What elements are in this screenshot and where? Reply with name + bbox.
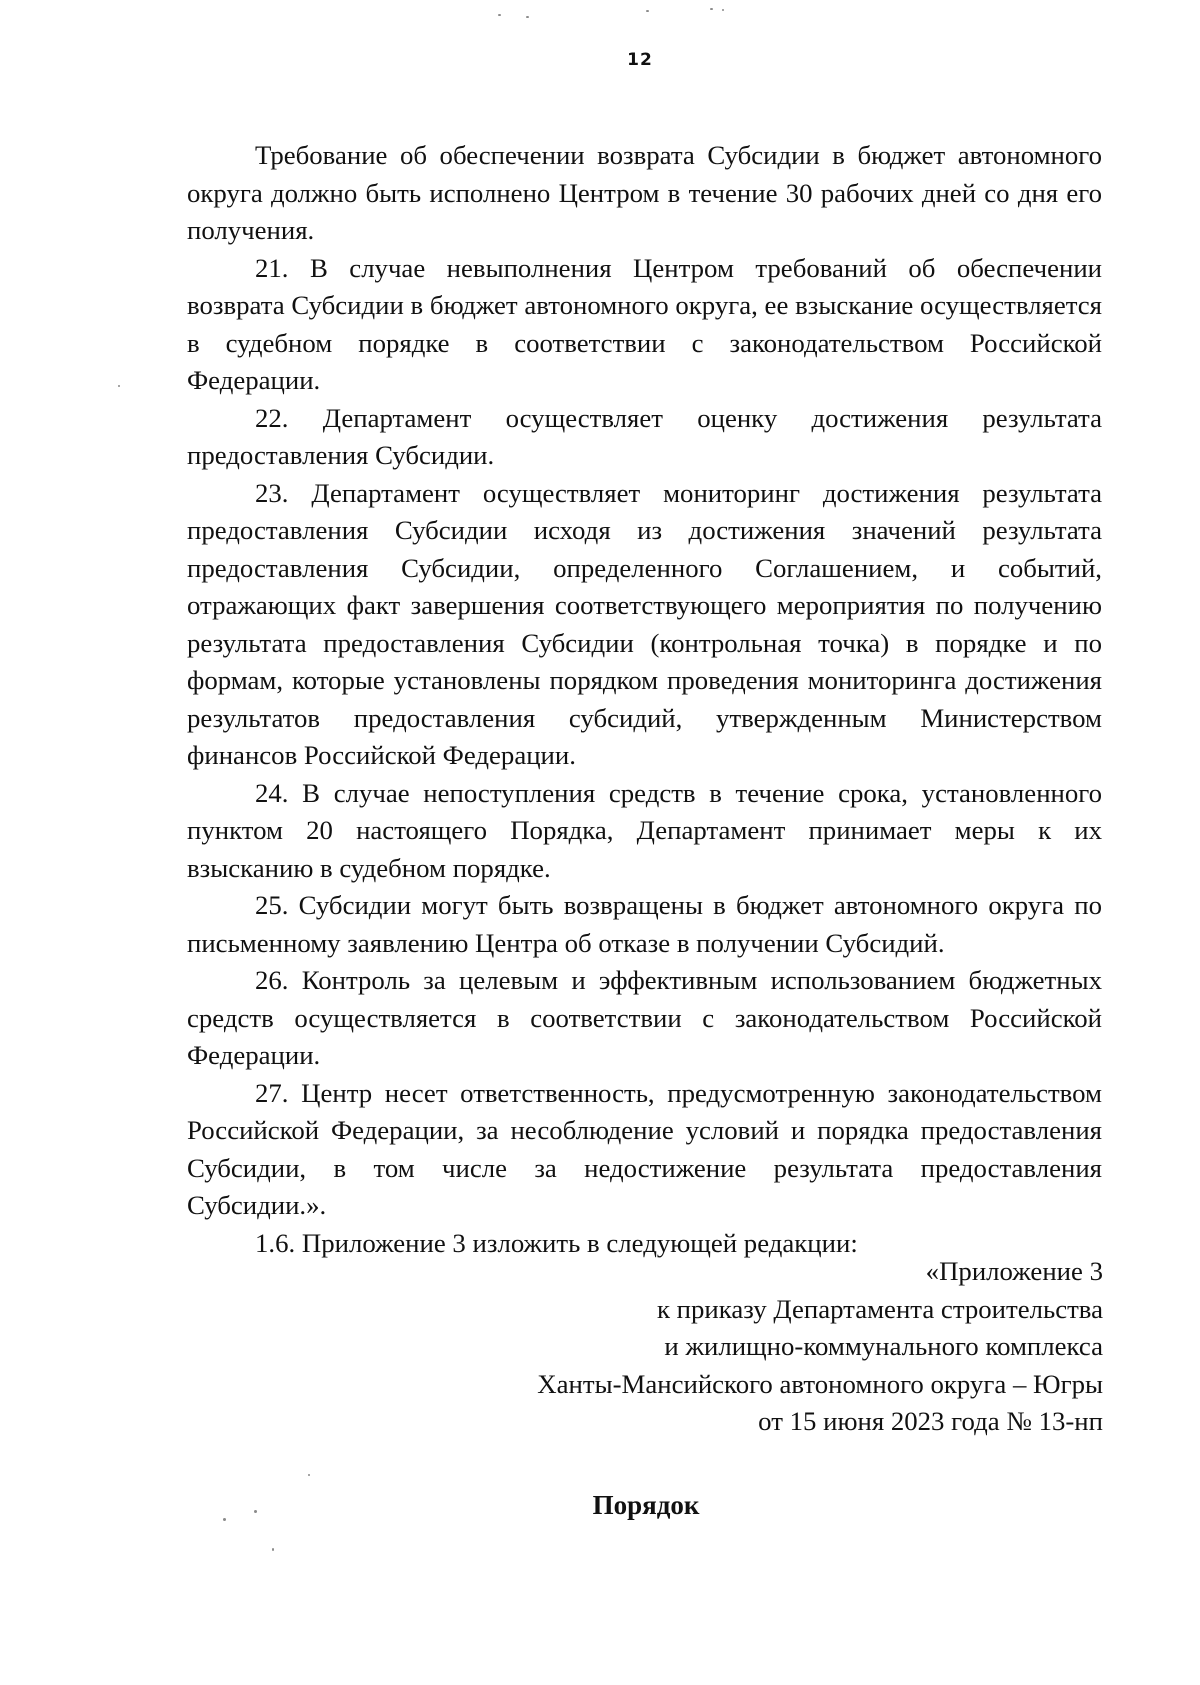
- scan-speck: [308, 1474, 310, 1476]
- appendix-header-line: «Приложение 3: [925, 1256, 1103, 1286]
- appendix-header-line: к приказу Департамента строительства: [656, 1293, 1103, 1324]
- paragraph: 21. В случае невыполнения Центром требований об обеспечении возврата Субсидии в бюджет автономного округа, ее взыскание осуществляется в судебном порядке в соответствии с законодательством Российской Федерации.: [187, 252, 1102, 395]
- paragraph: 24. В случае непоступления средств в течение срока, установленного пунктом 20 настоящего Порядка, Департамент принимает меры к их взысканию в судебном порядке.: [187, 777, 1102, 883]
- paragraph: 27. Центр несет ответственность, предусмотренную законодательством Российской Федерации, за несоблюдение условий и порядка предоставления Субсидии, в том числе за недостижение результата предоставления Субсидии.».: [187, 1077, 1102, 1220]
- paragraph: 1.6. Приложение 3 изложить в следующей редакции:: [255, 1227, 858, 1258]
- section-heading: Порядок: [592, 1490, 700, 1520]
- scan-speck: [646, 10, 649, 12]
- scan-speck: [272, 1548, 274, 1551]
- scan-speck: [498, 14, 501, 16]
- scan-speck: [118, 385, 120, 387]
- paragraph: 26. Контроль за целевым и эффективным использованием бюджетных средств осуществляется в соответствии с законодательством Российской Федерации.: [187, 965, 1102, 1070]
- body-text: [187, 137, 1102, 1262]
- appendix-header: [537, 1253, 1103, 1441]
- appendix-header-line: и жилищно-коммунального комплекса: [664, 1331, 1103, 1361]
- scan-speck: [710, 8, 713, 10]
- appendix-header-line: от 15 июня 2023 года № 13-нп: [758, 1406, 1103, 1436]
- page-number: 12: [627, 50, 653, 70]
- scan-speck: [722, 9, 724, 11]
- paragraph: 22. Департамент осуществляет оценку достижения результата предоставления Субсидии.: [187, 402, 1102, 470]
- paragraph: 25. Субсидии могут быть возвращены в бюджет автономного округа по письменному заявлению Центра об отказе в получении Субсидий.: [187, 890, 1102, 958]
- paragraph: 23. Департамент осуществляет мониторинг достижения результата предоставления Субсидии исходя из достижения значений результата предоставления Субсидии, определенного Соглашением, и событий, отражающих факт завершения соответствующего мероприятия по получению результата предоставления Субсидии (контрольная точка) в порядке и по формам, которые установлены порядком проведения мониторинга достижения результатов предоставления субсидий, утвержденным Министерством финансов Российской Федерации.: [187, 477, 1102, 770]
- scan-speck: [526, 16, 529, 18]
- paragraph: Требование об обеспечении возврата Субсидии в бюджет автономного округа должно быть исполнено Центром в течение 30 рабочих дней со дня его получения.: [187, 140, 1102, 245]
- appendix-header-line: Ханты-Мансийского автономного округа – Югры: [537, 1368, 1103, 1399]
